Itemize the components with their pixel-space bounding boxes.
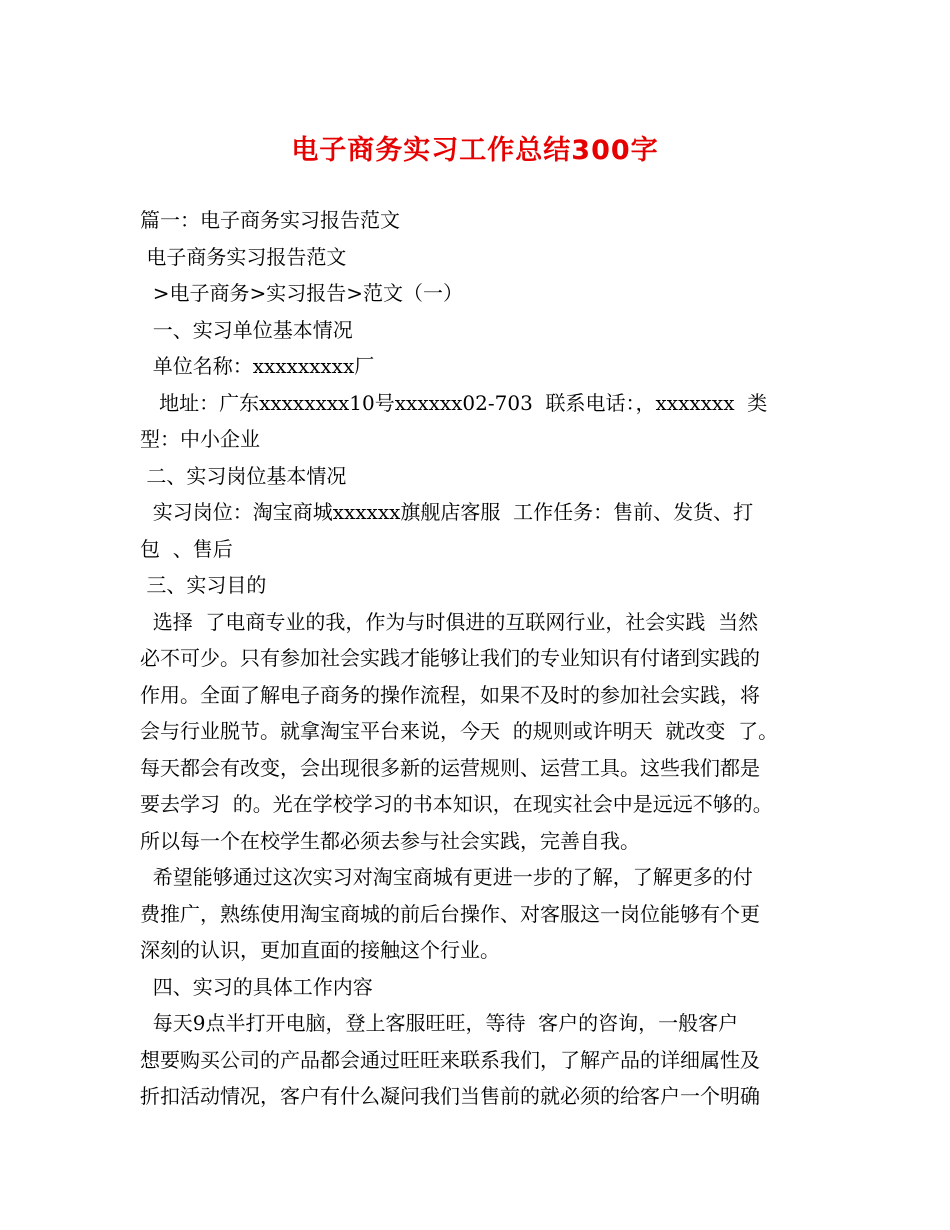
text-line: 包 、售后 <box>140 536 233 561</box>
text-line: 折扣活动情况，客户有什么凝问我们当售前的就必须的给客户一个明确 <box>140 1084 760 1108</box>
text-line: 想要购买公司的产品都会通过旺旺来联系我们，了解产品的详细属性及 <box>140 1047 760 1072</box>
text-line: 选择 了电商专业的我，作为与时俱进的互联网行业，社会实践 当然 <box>140 609 759 634</box>
text-line: 每天都会有改变，会出现很多新的运营规则、运营工具。这些我们都是 <box>140 755 760 780</box>
text-line: 深刻的认识，更加直面的接触这个行业。 <box>140 938 500 962</box>
text-line: 地址：广东xxxxxxxx10号xxxxxx02-703 联系电话：，xxxxxxx 类 <box>140 390 768 415</box>
text-line: 单位名称：xxxxxxxxx厂 <box>140 354 375 378</box>
text-line: 作用。全面了解电子商务的操作流程，如果不及时的参加社会实践，将 <box>140 682 760 707</box>
text-line: 希望能够通过这次实习对淘宝商城有更进一步的了解，了解更多的付 <box>140 865 753 889</box>
text-line: >电子商务>实习报告>范文（一） <box>140 281 463 305</box>
text-line: 一、实习单位基本情况 <box>140 317 353 342</box>
document-title: 电子商务实习工作总结300字 <box>291 135 659 166</box>
text-line: 电子商务实习报告范文 <box>140 244 347 269</box>
text-line: 所以每一个在校学生都必须去参与社会实践，完善自我。 <box>140 828 640 853</box>
text-line: 四、实习的具体工作内容 <box>140 974 373 999</box>
text-line: 费推广，熟练使用淘宝商城的前后台操作、对客服这一岗位能够有个更 <box>140 901 760 926</box>
text-line: 每天9点半打开电脑，登上客服旺旺，等待 客户的咨询，一般客户 <box>140 1011 739 1035</box>
text-line: 三、实习目的 <box>140 573 267 597</box>
text-line: 型：中小企业 <box>140 427 260 451</box>
text-line: 二、实习岗位基本情况 <box>140 463 347 488</box>
text-line: 要去学习 的。光在学校学习的书本知识，在现实社会中是远远不够的。 <box>140 792 773 816</box>
text-line: 篇一：电子商务实习报告范文 <box>140 208 400 232</box>
document-body <box>140 202 820 1115</box>
text-line: 会与行业脱节。就拿淘宝平台来说，今天 的规则或许明天 就改变 了。 <box>140 719 779 743</box>
text-line: 实习岗位：淘宝商城xxxxxx旗舰店客服 工作任务：售前、发货、打 <box>140 500 754 524</box>
text-line: 必不可少。只有参加社会实践才能够让我们的专业知识有付诸到实践的 <box>140 646 760 670</box>
